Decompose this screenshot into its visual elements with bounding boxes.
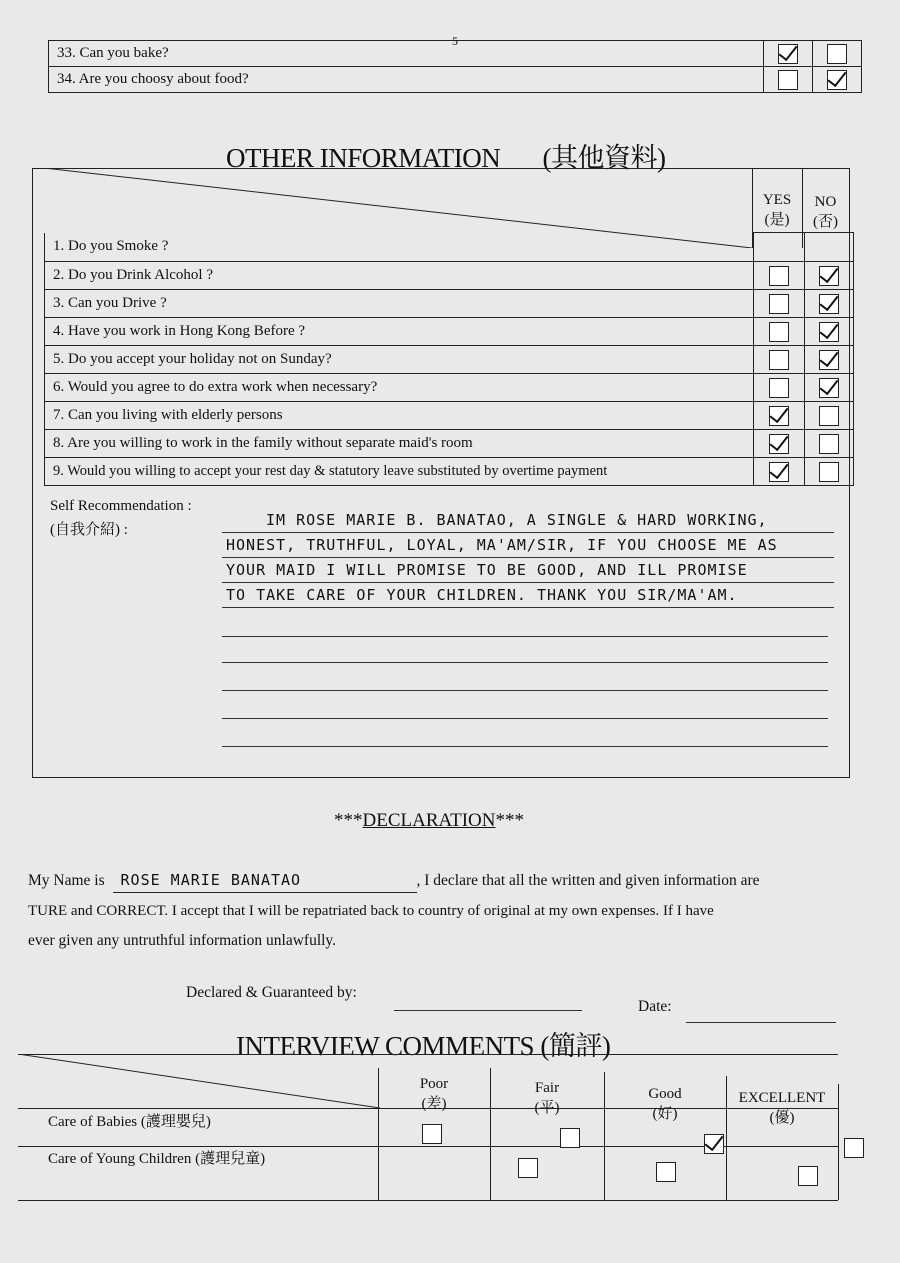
yes-checkbox[interactable] xyxy=(778,44,798,64)
yes-checkbox[interactable] xyxy=(769,294,789,314)
writing-line xyxy=(222,607,834,608)
yes-checkbox[interactable] xyxy=(769,462,789,482)
col-no-label-cn: (否) xyxy=(813,214,838,230)
question-label: 34. Are you choosy about food? xyxy=(49,67,764,93)
name-value: ROSE MARIE BANATAO xyxy=(120,871,302,889)
question-label: 6. Would you agree to do extra work when necessary? xyxy=(45,374,754,402)
question-row xyxy=(45,346,854,374)
other-info-title-cn: (其他資料) xyxy=(542,143,666,173)
babies-excellent-checkbox[interactable] xyxy=(844,1138,864,1158)
question-row xyxy=(49,67,862,93)
col-excellent-cn: (優) xyxy=(769,1110,795,1126)
writing-line xyxy=(222,746,828,747)
col-fair-label: Fair xyxy=(534,1080,560,1096)
name-prefix: My Name is xyxy=(28,872,105,889)
self-rec-label: Self Recommendation : xyxy=(50,498,192,514)
self-rec-label-block xyxy=(50,494,192,542)
yes-checkbox[interactable] xyxy=(769,350,789,370)
children-fair-checkbox[interactable] xyxy=(656,1162,676,1182)
question-row xyxy=(45,290,854,318)
question-label: 3. Can you Drive ? xyxy=(45,290,754,318)
top-questions-table xyxy=(48,40,862,93)
babies-fair-checkbox[interactable] xyxy=(560,1128,580,1148)
col-good-cn: (好) xyxy=(652,1106,678,1122)
col-fair xyxy=(490,1078,604,1118)
page-number: 5 xyxy=(452,34,458,48)
no-checkbox[interactable] xyxy=(819,294,839,314)
col-good xyxy=(604,1084,726,1124)
writing-line xyxy=(222,532,834,533)
no-checkbox[interactable] xyxy=(819,406,839,426)
writing-line xyxy=(222,718,828,719)
writing-line xyxy=(222,582,834,583)
self-rec-line: IM ROSE MARIE B. BANATAO, A SINGLE & HARD WORKING, xyxy=(266,511,768,529)
question-label: 33. Can you bake? xyxy=(49,41,764,67)
question-row xyxy=(45,402,854,430)
question-row xyxy=(45,374,854,402)
row-care-babies-label: Care of Babies (護理嬰兒) xyxy=(48,1114,211,1130)
declaration-title xyxy=(334,810,524,832)
no-checkbox[interactable] xyxy=(827,70,847,90)
declaration-line1-suffix: , I declare that all the written and given information are xyxy=(416,872,760,889)
question-row xyxy=(45,318,854,346)
col-excellent xyxy=(726,1088,838,1128)
no-checkbox[interactable] xyxy=(819,266,839,286)
declaration-title-prefix: *** xyxy=(334,810,363,831)
question-row xyxy=(45,430,854,458)
declaration-line-3: ever given any untruthful information unlawfully. xyxy=(28,932,337,949)
col-no-label: NO xyxy=(814,194,837,210)
other-info-title-text: OTHER INFORMATION xyxy=(226,143,501,173)
children-good-checkbox[interactable] xyxy=(798,1166,818,1186)
question-label: 4. Have you work in Hong Kong Before ? xyxy=(45,318,754,346)
writing-line xyxy=(222,557,834,558)
col-fair-cn: (平) xyxy=(534,1100,560,1116)
question-label: 7. Can you living with elderly persons xyxy=(45,402,754,430)
col-excellent-label: EXCELLENT xyxy=(738,1090,826,1106)
question-label: 9. Would you willing to accept your rest day & statutory leave substituted by overtime payment xyxy=(45,458,754,486)
declaration-title-suffix: *** xyxy=(495,810,524,831)
date-line[interactable] xyxy=(686,1022,836,1023)
no-checkbox[interactable] xyxy=(827,44,847,64)
date-label: Date: xyxy=(638,998,672,1015)
question-label: 1. Do you Smoke ? xyxy=(45,233,754,262)
question-label: 5. Do you accept your holiday not on Sunday? xyxy=(45,346,754,374)
no-checkbox[interactable] xyxy=(819,350,839,370)
yes-checkbox[interactable] xyxy=(769,322,789,342)
self-rec-label-cn: (自我介紹) : xyxy=(50,522,128,538)
col-good-label: Good xyxy=(648,1086,682,1102)
self-rec-line: TO TAKE CARE OF YOUR CHILDREN. THANK YOU SIR/MA'AM. xyxy=(226,586,738,604)
question-row xyxy=(45,458,854,486)
no-checkbox[interactable] xyxy=(819,434,839,454)
no-checkbox[interactable] xyxy=(819,322,839,342)
name-field[interactable] xyxy=(113,869,417,893)
self-rec-line: HONEST, TRUTHFUL, LOYAL, MA'AM/SIR, IF YOU CHOOSE ME AS xyxy=(226,536,778,554)
yes-checkbox[interactable] xyxy=(769,378,789,398)
col-poor xyxy=(378,1074,490,1114)
no-checkbox[interactable] xyxy=(819,462,839,482)
babies-good-checkbox[interactable] xyxy=(704,1134,724,1154)
declaration-line-1 xyxy=(28,866,878,896)
interview-table xyxy=(18,1054,838,1200)
col-yes-header xyxy=(752,190,802,230)
children-poor-checkbox[interactable] xyxy=(518,1158,538,1178)
question-row xyxy=(49,41,862,67)
question-label: 8. Are you willing to work in the family without separate maid's room xyxy=(45,430,754,458)
yes-checkbox[interactable] xyxy=(769,406,789,426)
col-yes-label-cn: (是) xyxy=(764,212,790,228)
babies-poor-checkbox[interactable] xyxy=(422,1124,442,1144)
interview-header-diagonal xyxy=(18,1054,380,1108)
interview-title: INTERVIEW COMMENTS (簡評) xyxy=(236,1031,611,1061)
col-yes-label: YES xyxy=(762,192,792,208)
declared-by-line[interactable] xyxy=(394,1010,582,1011)
question-row xyxy=(45,233,854,262)
col-poor-label: Poor xyxy=(419,1076,449,1092)
col-poor-cn: (差) xyxy=(421,1096,447,1112)
writing-line xyxy=(222,636,828,637)
yes-checkbox[interactable] xyxy=(769,266,789,286)
declaration-title-text: DECLARATION xyxy=(362,810,496,831)
col-no-header xyxy=(803,192,848,232)
declared-by-label: Declared & Guaranteed by: xyxy=(186,984,357,1001)
declaration-body xyxy=(28,866,878,956)
writing-line xyxy=(222,690,828,691)
question-row xyxy=(45,262,854,290)
self-rec-text xyxy=(226,508,846,608)
question-label: 2. Do you Drink Alcohol ? xyxy=(45,262,754,290)
yes-checkbox[interactable] xyxy=(769,434,789,454)
self-rec-line: YOUR MAID I WILL PROMISE TO BE GOOD, AND ILL PROMISE xyxy=(226,561,748,579)
yes-checkbox[interactable] xyxy=(778,70,798,90)
declaration-line-2: TURE and CORRECT. I accept that I will be repatriated back to country of original at my own expenses. If I have xyxy=(28,903,714,919)
writing-line xyxy=(222,662,828,663)
other-info-table xyxy=(44,232,854,486)
no-checkbox[interactable] xyxy=(819,378,839,398)
row-care-children-label: Care of Young Children (護理兒童) xyxy=(48,1151,266,1167)
